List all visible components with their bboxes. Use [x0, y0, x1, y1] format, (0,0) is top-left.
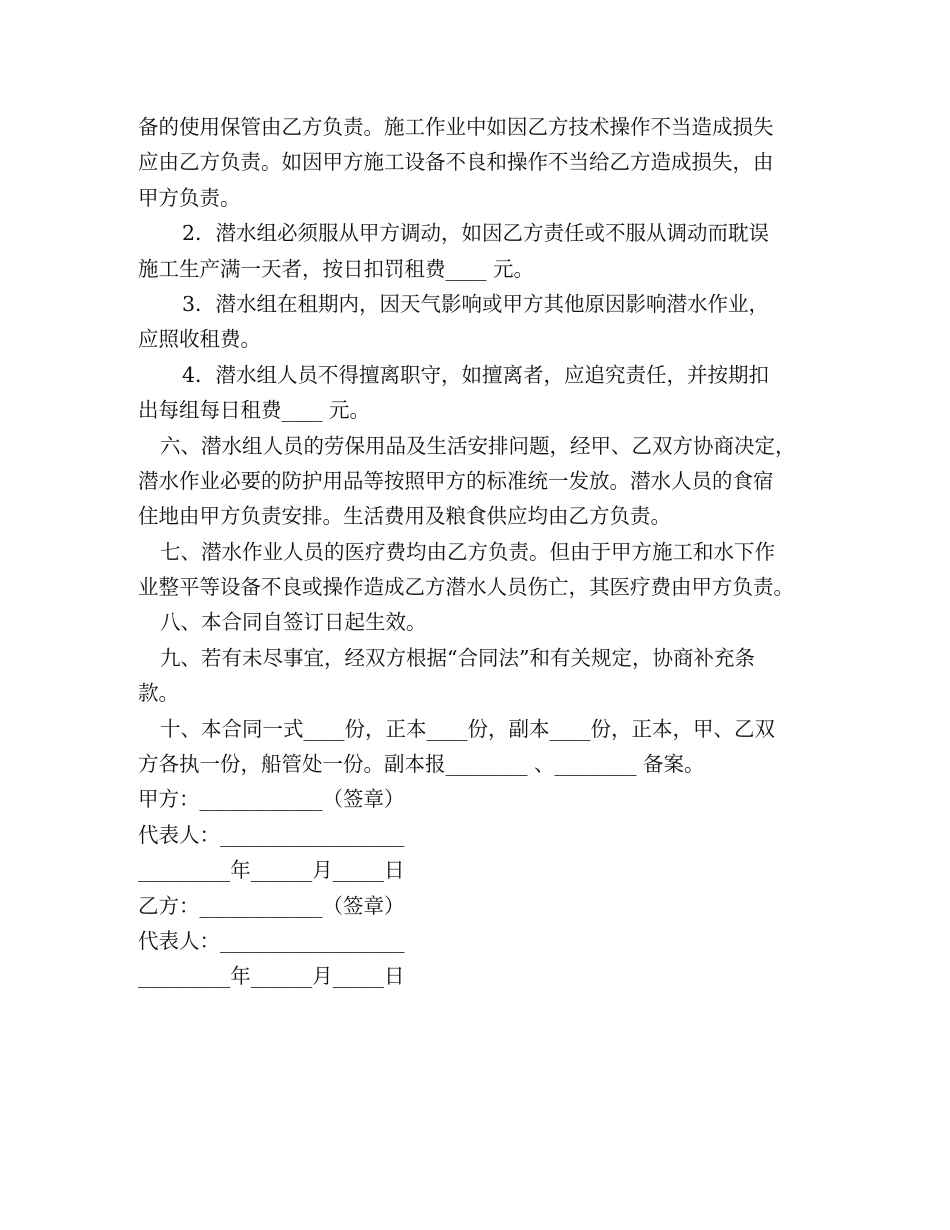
body-line: 应照收租费。: [138, 327, 261, 352]
clause-item-2: 2．潜水组必须服从甲方调动，如因乙方责任或不服从调动而耽误: [182, 221, 770, 246]
section-6: 六、潜水组人员的劳保用品及生活安排问题，经甲、乙双方协商决定，: [160, 433, 796, 458]
party-a-date: _________年______月_____日: [138, 858, 405, 883]
body-line: 款。: [138, 681, 179, 706]
body-line: 备的使用保管由乙方负责。施工作业中如因乙方技术操作不当造成损失: [138, 115, 774, 139]
body-line: 出每组每日租费____ 元。: [138, 398, 371, 423]
contract-body: [138, 110, 828, 995]
body-line: 方各执一份，船管处一份。副本报________ 、________ 备案。: [138, 752, 705, 777]
body-line: 甲方负责。: [138, 185, 241, 210]
party-b-date: _________年______月_____日: [138, 964, 405, 989]
section-9: 九、若有未尽事宜，经双方根据“合同法”和有关规定，协商补充条: [160, 645, 755, 670]
party-a-representative: 代表人：__________________: [138, 822, 405, 847]
section-8: 八、本合同自签订日起生效。: [160, 610, 427, 635]
clause-item-3: 3．潜水组在租期内，因天气影响或甲方其他原因影响潜水作业，: [182, 291, 770, 316]
body-line: 业整平等设备不良或操作造成乙方潜水人员伤亡，其医疗费由甲方负责。: [138, 575, 794, 600]
section-10: 十、本合同一式____份，正本____份，副本____份，正本，甲、乙双: [160, 716, 775, 741]
body-line: 施工生产满一天者，按日扣罚租费____ 元。: [138, 256, 535, 281]
body-line: 住地由甲方负责安排。生活费用及粮食供应均由乙方负责。: [138, 504, 671, 529]
clause-item-4: 4．潜水组人员不得擅离职守，如擅离者，应追究责任，并按期扣: [182, 362, 770, 387]
section-7: 七、潜水作业人员的医疗费均由乙方负责。但由于甲方施工和水下作: [160, 539, 775, 564]
party-a-signature: 甲方：____________（签章）: [138, 787, 405, 812]
body-line: 潜水作业必要的防护用品等按照甲方的标准统一发放。潜水人员的食宿: [138, 468, 774, 493]
party-b-representative: 代表人：__________________: [138, 928, 405, 953]
body-line: 应由乙方负责。如因甲方施工设备不良和操作不当给乙方造成损失，由: [138, 150, 774, 175]
party-b-signature: 乙方：____________（签章）: [138, 893, 405, 918]
